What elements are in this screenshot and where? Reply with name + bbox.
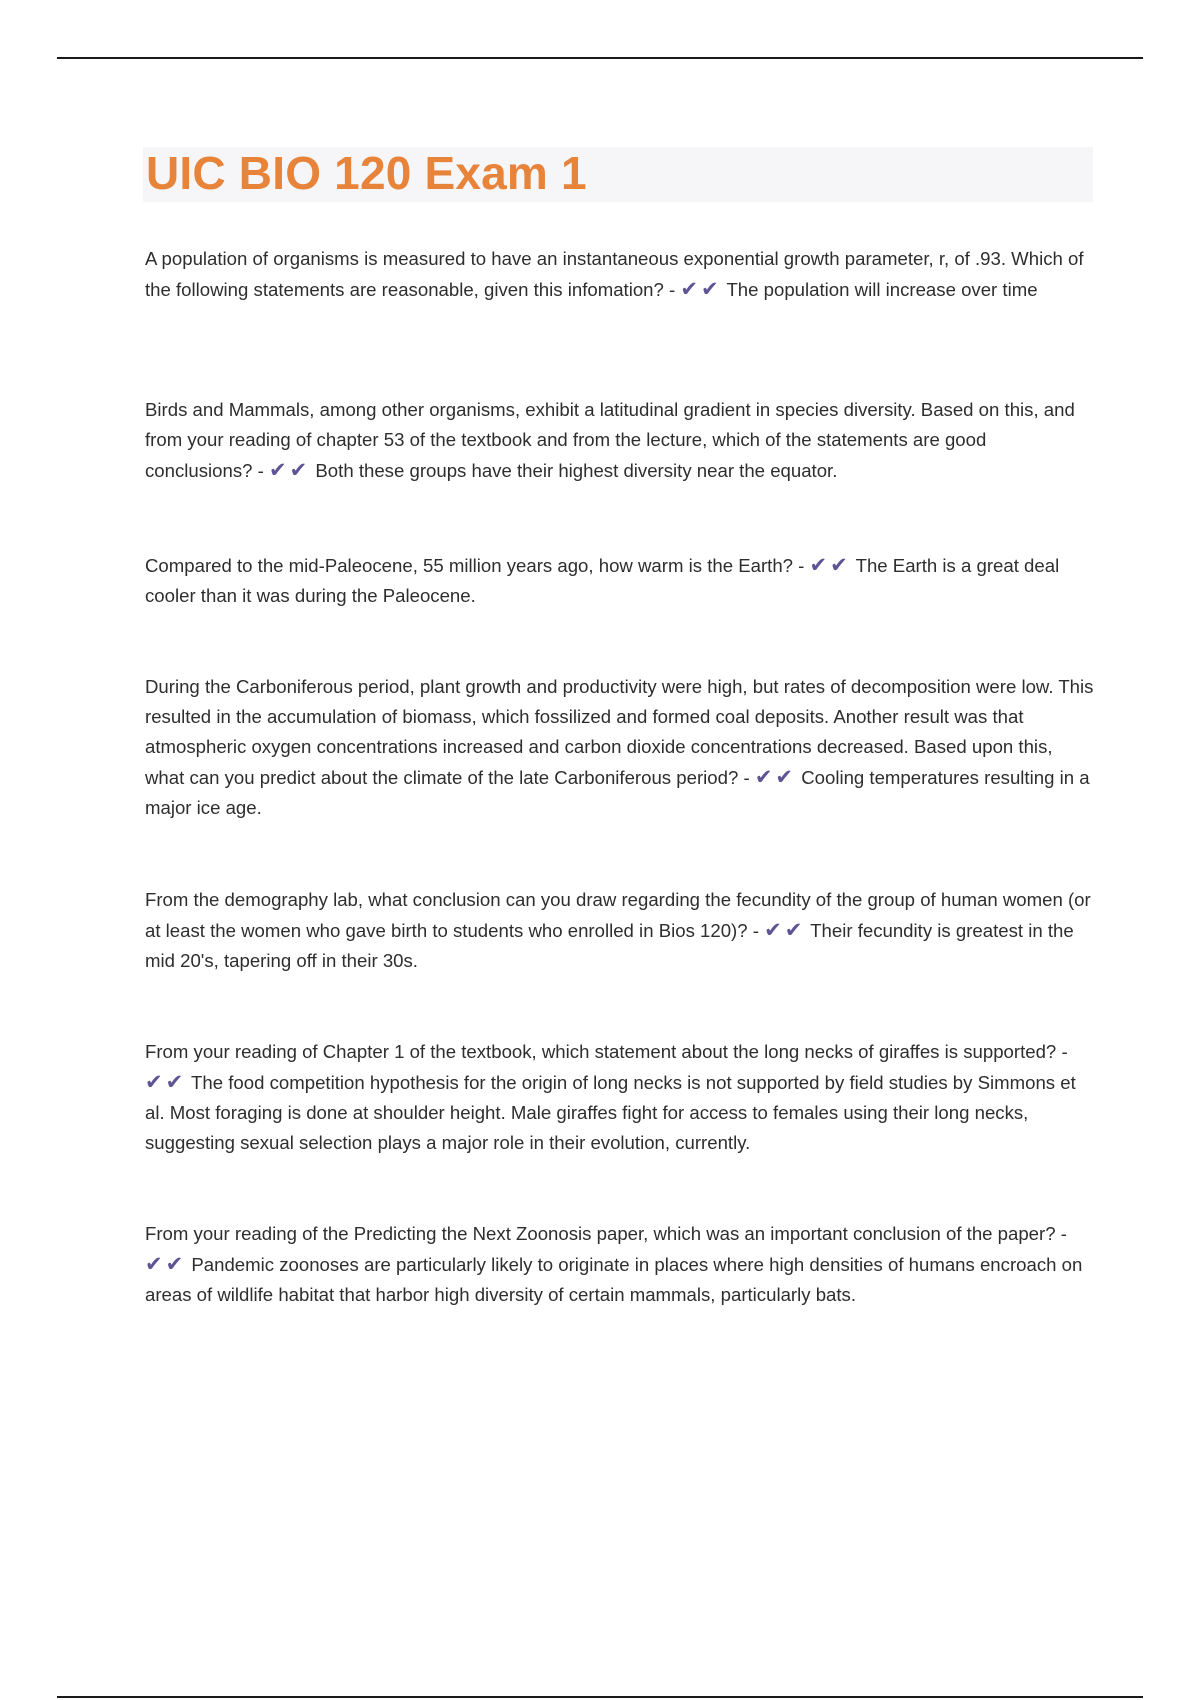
qa-item-1 — [145, 244, 1095, 305]
answer-text: The Earth is a great deal cooler than it was during the Paleocene. — [145, 555, 1060, 606]
qa-item-6 — [145, 1037, 1095, 1158]
check-marks-icon: ✔✔ — [145, 1252, 187, 1276]
answer-text: Cooling temperatures resulting in a major ice age. — [145, 767, 1090, 818]
check-marks-icon: ✔✔ — [680, 277, 722, 301]
answer-text: Both these groups have their highest diversity near the equator. — [315, 460, 838, 481]
question-text: From your reading of Chapter 1 of the textbook, which statement about the long necks of giraffes is supported? — [145, 1041, 1057, 1062]
qa-item-3 — [145, 550, 1095, 611]
question-text: Compared to the mid-Paleocene, 55 million years ago, how warm is the Earth? — [145, 555, 794, 576]
answer-text: The food competition hypothesis for the origin of long necks is not supported by field studies by Simmons et al. Most foraging is done at shoulder height. Male giraffes fight for access to females using their long necks, suggesting sexual selection plays a major role in their evolution, currently. — [145, 1072, 1076, 1153]
check-marks-icon: ✔✔ — [764, 918, 806, 942]
question-text: A population of organisms is measured to have an instantaneous exponential growth parameter, r, of .93. Which of the following statements are reasonable, given this infomation? — [145, 248, 1084, 300]
separator: - — [1055, 1223, 1067, 1244]
answer-text: Pandemic zoonoses are particularly likely to originate in places where high densities of humans encroach on areas of wildlife habitat that harbor high diversity of certain mammals, particularly bats. — [145, 1254, 1083, 1305]
separator: - — [252, 460, 270, 481]
qa-item-2 — [145, 395, 1095, 486]
answer-text: Their fecundity is greatest in the mid 20's, tapering off in their 30s. — [145, 920, 1074, 971]
separator: - — [793, 555, 810, 576]
check-marks-icon: ✔✔ — [145, 1070, 187, 1094]
qa-item-7 — [145, 1219, 1095, 1310]
question-text: From the demography lab, what conclusion can you draw regarding the fecundity of the group of human women (or at least the women who gave birth to students who enrolled in Bios 120)? — [145, 889, 1091, 941]
separator: - — [1056, 1041, 1068, 1062]
separator: - — [747, 920, 765, 941]
document-title: UIC BIO 120 Exam 1 — [146, 147, 587, 199]
check-marks-icon: ✔✔ — [754, 765, 797, 789]
qa-item-5 — [145, 885, 1095, 976]
bottom-rule — [57, 1696, 1143, 1698]
qa-item-4 — [145, 672, 1095, 823]
separator: - — [738, 767, 755, 788]
check-marks-icon: ✔✔ — [269, 458, 311, 482]
answer-text: The population will increase over time — [726, 279, 1038, 300]
top-rule — [57, 57, 1143, 59]
question-text: Birds and Mammals, among other organisms, exhibit a latitudinal gradient in species diversity. Based on this, and from your reading of chapter 53 of the textbook and from the lecture, which of the statements are good conclusions? — [145, 399, 1075, 481]
separator: - — [663, 279, 681, 300]
question-text: From your reading of the Predicting the Next Zoonosis paper, which was an important conclusion of the paper? — [145, 1223, 1056, 1244]
question-text: During the Carboniferous period, plant growth and productivity were high, but rates of decomposition were low. This resulted in the accumulation of biomass, which fossilized and formed coal deposits. Another result was that atmospheric oxygen concentrations increased and carbon dioxide concentrations decreased. Based upon this, what can you predict about the climate of the late Carboniferous period? — [145, 676, 1094, 788]
check-marks-icon: ✔✔ — [809, 553, 851, 577]
